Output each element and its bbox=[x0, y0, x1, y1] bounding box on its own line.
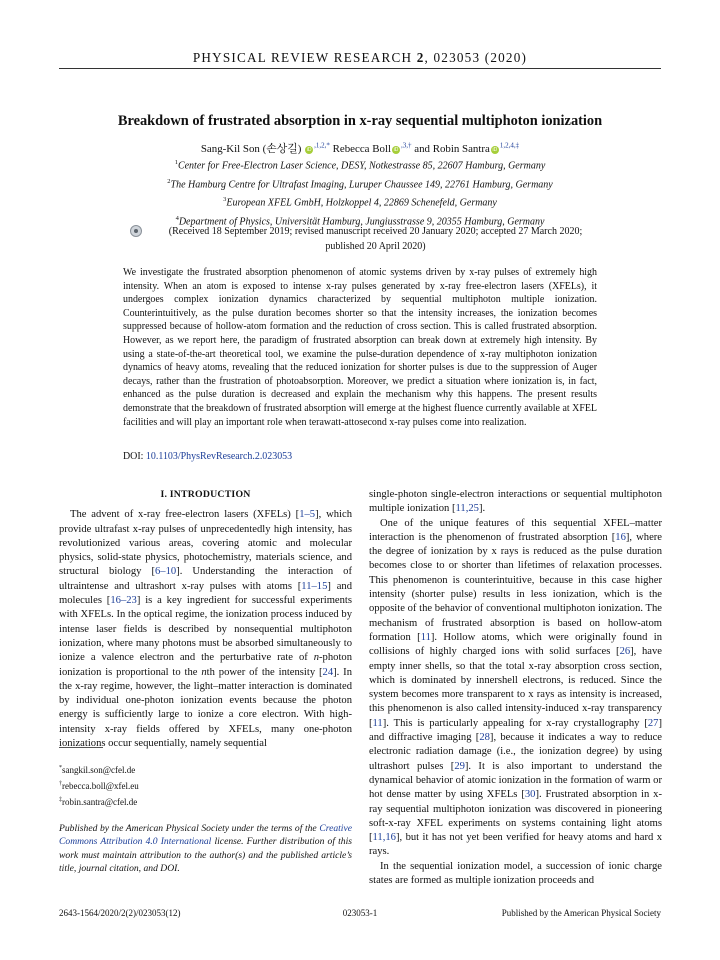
author-marks[interactable]: ,3,† bbox=[401, 141, 412, 150]
header-rule bbox=[59, 68, 661, 69]
citation-link[interactable]: 27 bbox=[647, 717, 659, 729]
body-paragraph: The advent of x-ray free-electron lasers (XFELs) [1–5], which provide ultrafast x-ray pulses of unprecedentedly high intensity, has revolutionized various areas, covering atomic and molecular physics, solid-state physics, photochemistry, materials science, and structural biology [6–10]. Understanding the interaction of ultraintense and ultrashort x-ray pulses with atoms [11–15] and molecules [16–23] is a key ingredient for successful experiments with XFELs. In the optical regime, the ionization process induced by intense laser fields is described by nonsequential multiphoton ionization, where many photons must be absorbed simultaneously to ionize a valence electron and the perturbative rate of n-photon ionization is proportional to the nth power of the intensity [24]. In the x-ray regime, however, the light–matter interaction is dominated by individual one-photon ionization events because the photon energy is sufficiently large to ionize a core electron. With high-intensity x-ray fields offered by XFELs, many one-photon ionizations occur sequentially, namely sequential bbox=[59, 509, 353, 750]
received-dates bbox=[130, 224, 600, 254]
citation-link[interactable]: 11,16 bbox=[372, 832, 396, 844]
affiliation: $^4$Department of Physics, Universität Hamburg, Jungiusstrasse 9, 20355 Hamburg, Germany bbox=[175, 215, 545, 228]
citation-link[interactable]: 28 bbox=[479, 732, 490, 744]
citation-link[interactable]: 26 bbox=[619, 646, 631, 658]
orcid-icon[interactable]: iD bbox=[393, 147, 399, 153]
affiliations bbox=[0, 155, 720, 230]
citation-link[interactable]: 1–5 bbox=[299, 509, 316, 521]
doi-link[interactable]: 10.1103/PhysRevResearch.2.023053 bbox=[145, 451, 293, 462]
citation-link[interactable]: 11,25 bbox=[455, 503, 479, 515]
footnote: †rebecca.boll@xfel.eu bbox=[59, 781, 139, 791]
body-paragraph: One of the unique features of this sequential XFEL–matter interaction is the phenomenon of frustrated absorption [16], where the degree of ionization by x rays is reduced as the pulse duration becomes close to or shorter than lifetimes of relaxation processes. This phenomenon is counterintuitive, because in this case higher intensity (shorter pulse) results in less ionization, which is the opposite of the behavior of conventional multiphoton ionization. The mechanism of frustrated absorption is based on hollow-atom formation [11]. Hollow atoms, which were originally found in collisions of highly charged ions with solid surfaces [26], have empty inner shells, so that the total x-ray absorption cross section, which is dominated by innershell electrons, is reduced. Since the system becomes more transparent to x rays as intensity is increased, this phenomenon is also called intensity-induced x-ray transparency [11]. This is particularly appealing for x-ray crystallography [27] and diffractive imaging [28], because it indicates a way to reduce electronic radiation damage (i.e., the ionization degree) by using ultrashort pulses [29]. It is also important to understand the dynamical behavior of atomic ionization in the formation of warm or hot dense matter by using XFELs [30]. Frustrated absorption in x-ray sequential multiphoton ionization was discovered in pioneering soft-x-ray XFEL experiments on systems containing light atoms [11,16], but it has not yet been verified for heavy atoms and hard x rays. bbox=[369, 517, 663, 858]
footer-page-number: 023053-1 bbox=[342, 908, 378, 918]
crossmark-icon[interactable] bbox=[130, 225, 142, 237]
author-list bbox=[0, 140, 720, 156]
footer-publisher: Published by the American Physical Society bbox=[501, 908, 661, 918]
doi-line: DOI: 10.1103/PhysRevResearch.2.023053 bbox=[123, 451, 293, 462]
footnote-rule bbox=[59, 747, 103, 748]
right-column bbox=[369, 488, 662, 888]
abstract: We investigate the frustrated absorption phenomenon of atomic systems driven by x-ray pulses of extremely high intensity. When an atom is exposed to intense x-ray pulses generated by x-ray free-electron lasers (XFELs), it undergoes complex ionization dynamics characterized by sequential multiphoton multiple ionization. Counterintuitively, as the pulse duration becomes shorter so that the intensity increases, the ionization becomes suppressed because of hollow-atom formation and the reduction of cross section. This is called frustrated absorption. However, as we report here, the paradigm of frustrated absorption can break down at extremely high intensity. By using a state-of-the-art theoretical tool, we examine the pulse-duration dependence of x-ray multiphoton ionization dynamics of heavy atoms, revealing that the reduced ionization for shorter pulses is due to the suppression of Auger decays, rather than the frustration of photoabsorption. Moreover, we predict a situation where ionization is, in fact, enhanced as the pulse duration is decreased and explain the mechanism why this happens. The present results demonstrate that the breakdown of frustrated absorption will emerge at the highest fluence currently available at XFEL facilities and will play an important role when terawatt-attosecond x-ray pulses come into realization. bbox=[123, 267, 597, 428]
journal-name: PHYSICAL REVIEW RESEARCH bbox=[192, 50, 413, 65]
journal-volume: 2 bbox=[416, 50, 425, 65]
affiliation: $^2$The Hamburg Centre for Ultrafast Imaging, Luruper Chaussee 149, 22761 Hamburg, Germany bbox=[167, 177, 553, 191]
citation-link[interactable]: 11 bbox=[420, 631, 431, 643]
citation-link[interactable]: 24 bbox=[322, 666, 334, 678]
section-heading: I. INTRODUCTION bbox=[160, 489, 251, 500]
italic-symbol: n bbox=[313, 652, 320, 664]
citation-link[interactable]: 16–23 bbox=[110, 595, 137, 607]
citation-link[interactable]: 11–15 bbox=[301, 580, 328, 592]
footnote: *sangkil.son@cfel.de bbox=[59, 765, 136, 775]
left-column bbox=[59, 488, 352, 751]
affiliation: $^1$Center for Free-Electron Laser Science, DESY, Notkestrasse 85, 22607 Hamburg, Germany bbox=[174, 159, 546, 172]
received-text: (Received 18 September 2019; revised manuscript received 20 January 2020; accepted 27 March 2020; published 20 April 2020) bbox=[168, 226, 583, 252]
footnotes bbox=[59, 761, 352, 809]
citation-link[interactable]: 6–10 bbox=[155, 566, 177, 578]
paper-title: Breakdown of frustrated absorption in x-ray sequential multiphoton ionization bbox=[117, 113, 603, 129]
citation-link[interactable]: 30 bbox=[524, 789, 536, 801]
author-marks[interactable]: ,1,2,* bbox=[314, 141, 330, 150]
orcid-icon[interactable]: iD bbox=[306, 147, 312, 153]
author-name: Sang-Kil Son (손상길) bbox=[200, 143, 302, 155]
footer-issn: 2643-1564/2020/2(2)/023053(12) bbox=[59, 908, 181, 918]
italic-symbol: n bbox=[201, 666, 207, 678]
citation-link[interactable]: 11 bbox=[372, 717, 383, 729]
license-notice: Published by the American Physical Society under the terms of the Creative Commons Attribution 4.0 International license. Further distribution of this work must maintain attribution to the author(s) and the published article’s title, journal citation, and DOI. bbox=[59, 823, 352, 875]
author-name: Rebecca Boll bbox=[332, 143, 392, 155]
citation-link[interactable]: 16 bbox=[615, 531, 626, 543]
body-paragraph: single-photon single-electron interactions or sequential multiphoton multiple ionization [11,25]. bbox=[369, 489, 662, 515]
journal-header bbox=[0, 50, 720, 66]
orcid-icon[interactable]: iD bbox=[492, 147, 498, 153]
author-name: and Robin Santra bbox=[414, 143, 490, 155]
footnote: ‡robin.santra@cfel.de bbox=[59, 797, 138, 807]
journal-article: , 023053 (2020) bbox=[424, 50, 528, 65]
body-paragraph: In the sequential ionization model, a succession of ionic charge states are formed as multiple ionization proceeds and bbox=[369, 860, 662, 887]
license-link[interactable]: Creative Commons Attribution 4.0 International bbox=[59, 823, 352, 848]
affiliation: $^3$European XFEL GmbH, Holzkoppel 4, 22869 Schenefeld, Germany bbox=[223, 196, 497, 209]
citation-link[interactable]: 29 bbox=[454, 760, 465, 772]
author-marks[interactable]: 1,2,4,‡ bbox=[499, 141, 520, 150]
